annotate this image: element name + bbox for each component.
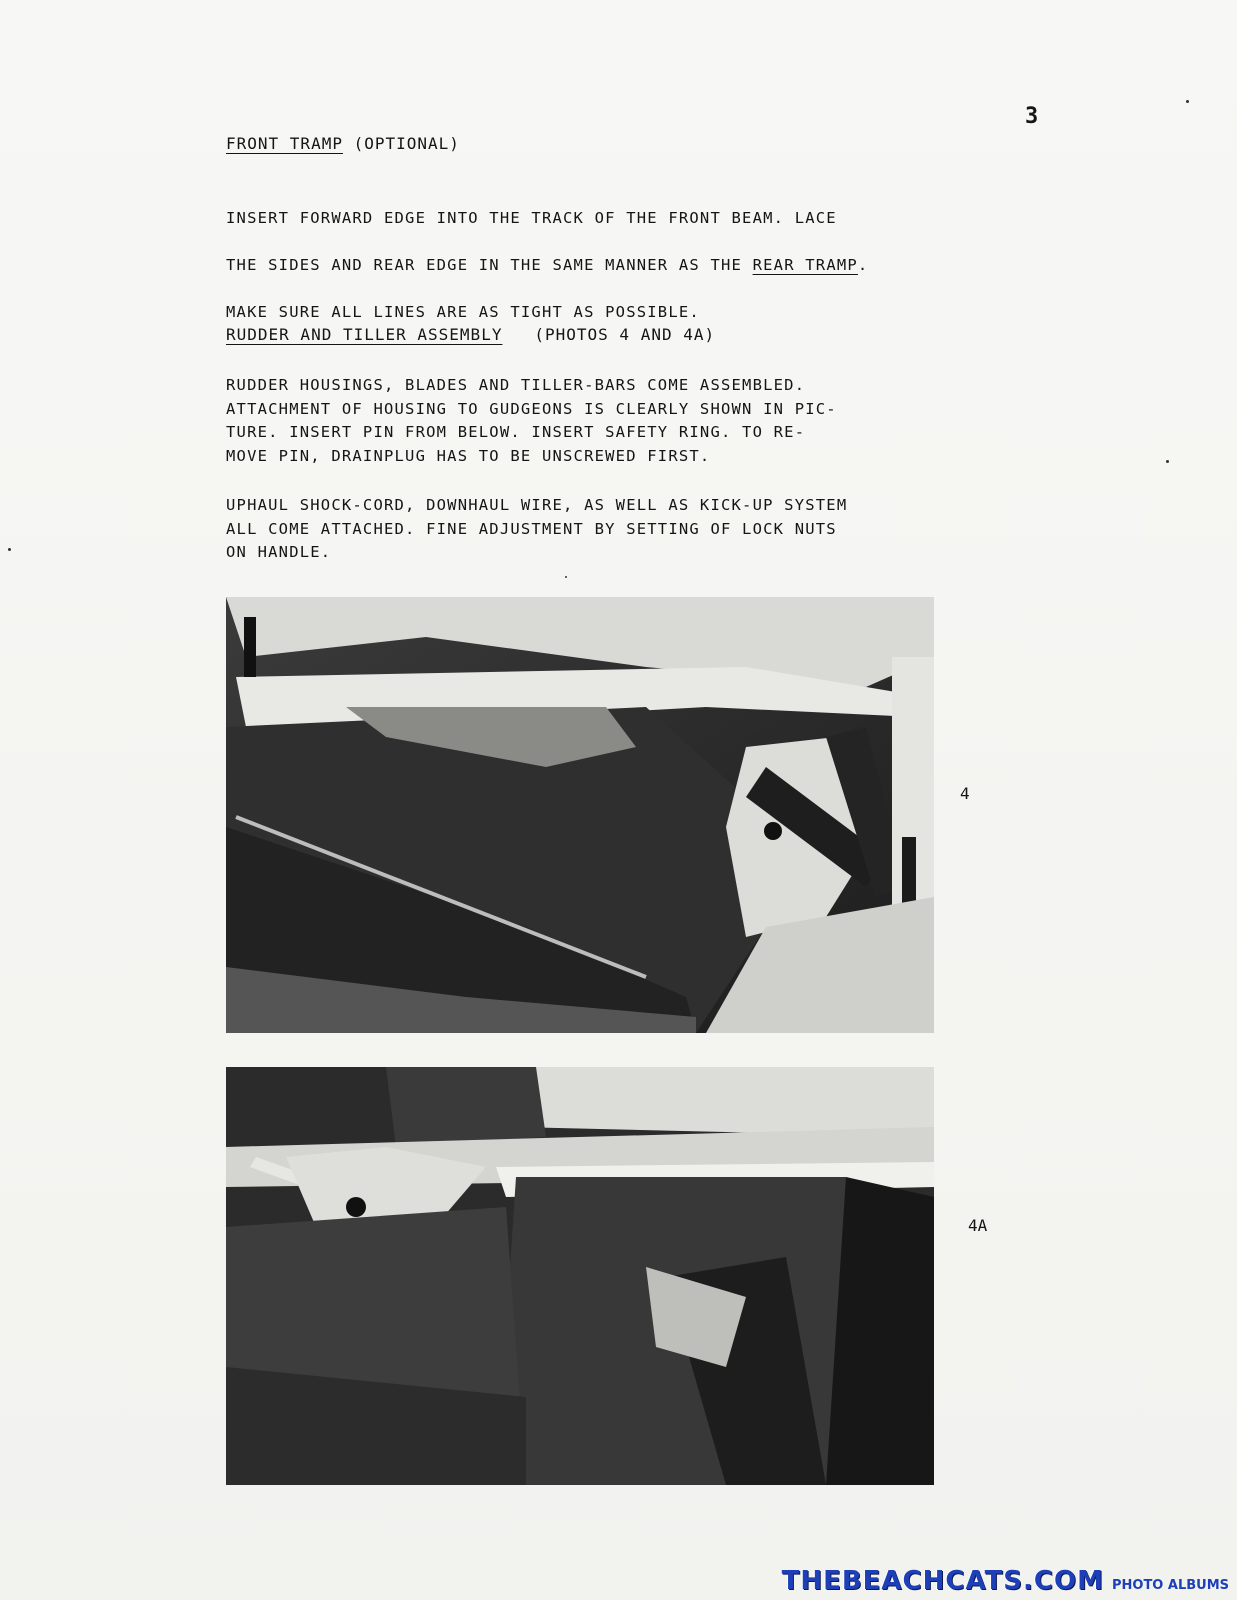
scan-speck	[1186, 100, 1189, 103]
scan-speck	[1166, 460, 1169, 463]
front-tramp-body	[226, 183, 986, 348]
page-number: 3	[1025, 104, 1039, 129]
front-tramp-line-2	[226, 254, 986, 278]
rudder-paragraph-1: RUDDER HOUSINGS, BLADES AND TILLER-BARS COME ASSEMBLED. ATTACHMENT OF HOUSING TO GUDGEONS IS CLEARLY SHOWN IN PIC- TURE. INSERT PIN FROM BELOW. INSERT SAFETY RING. TO RE- MOVE PIN, DRAINPLUG HAS TO BE UNSCREWED FIRST.	[226, 376, 837, 465]
rudder-heading	[226, 325, 715, 344]
front-tramp-title-suffix: (OPTIONAL)	[353, 134, 460, 153]
front-tramp-line-2-text: THE SIDES AND REAR EDGE IN THE SAME MANNER AS THE	[226, 255, 753, 274]
front-tramp-line-3: MAKE SURE ALL LINES ARE AS TIGHT AS POSSIBLE.	[226, 302, 700, 321]
rudder-paragraph-2: UPHAUL SHOCK-CORD, DOWNHAUL WIRE, AS WELL AS KICK-UP SYSTEM ALL COME ATTACHED. FINE ADJUSTMENT BY SETTING OF LOCK NUTS ON HANDLE.	[226, 496, 848, 561]
scan-speck	[565, 576, 567, 578]
rudder-title: RUDDER AND TILLER ASSEMBLY	[226, 325, 503, 344]
rear-tramp-reference: REAR TRAMP	[752, 255, 858, 274]
front-tramp-title: FRONT TRAMP	[226, 134, 343, 153]
photo-4-rudder-housing	[226, 597, 934, 1033]
watermark-logo-text: THEBEACHCATS.COM	[781, 1566, 1104, 1596]
scan-speck	[8, 548, 11, 551]
watermark-subtext: PHOTO ALBUMS	[1111, 1578, 1229, 1593]
front-tramp-line-2-end: .	[857, 255, 869, 274]
photo-4a-label: 4A	[968, 1216, 988, 1235]
front-tramp-heading	[226, 134, 460, 153]
site-watermark	[782, 1566, 1229, 1596]
front-tramp-line-1: INSERT FORWARD EDGE INTO THE TRACK OF THE FRONT BEAM. LACE	[226, 208, 837, 227]
photo-4-label: 4	[960, 784, 970, 803]
photo-4a-rudder-assembly	[226, 1067, 934, 1485]
rudder-title-suffix: (PHOTOS 4 AND 4A)	[534, 325, 716, 344]
